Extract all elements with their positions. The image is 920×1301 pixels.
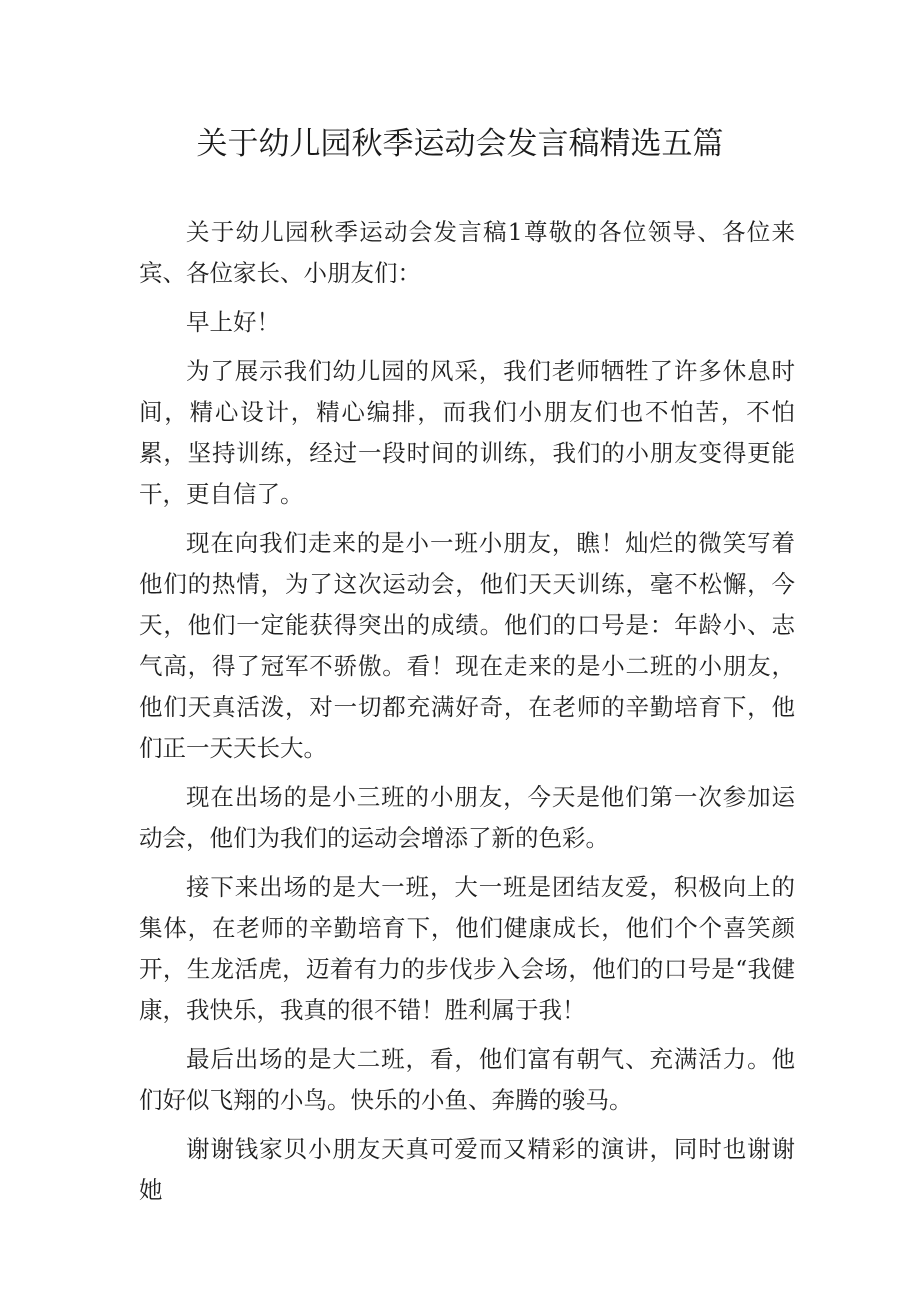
paragraph: 为了展示我们幼儿园的风采，我们老师牺牲了许多休息时间，精心设计，精心编排，而我们小朋友们也不怕苦，不怕累，坚持训练，经过一段时间的训练，我们的小朋友变得更能干，更自信了。 bbox=[139, 357, 795, 508]
document-title: 关于幼儿园秋季运动会发言稿精选五篇 bbox=[196, 126, 724, 162]
paragraph: 最后出场的是大二班，看，他们富有朝气、充满活力。他们好似飞翔的小鸟。快乐的小鱼、奔腾的骏马。 bbox=[139, 1045, 795, 1114]
paragraph: 谢谢钱家贝小朋友天真可爱而又精彩的演讲，同时也谢谢她 bbox=[139, 1135, 795, 1204]
document-body bbox=[139, 212, 795, 1219]
paragraph-greeting: 关于幼儿园秋季运动会发言稿1尊敬的各位领导、各位来宾、各位家长、小朋友们： bbox=[139, 218, 795, 287]
paragraph: 现在向我们走来的是小一班小朋友，瞧！灿烂的微笑写着他们的热情，为了这次运动会，他们天天训练，毫不松懈，今天，他们一定能获得突出的成绩。他们的口号是：年龄小、志气高，得了冠军不骄傲。看！现在走来的是小二班的小朋友，他们天真活泼，对一切都充满好奇，在老师的辛勤培育下，他们正一天天长大。 bbox=[139, 529, 795, 762]
paragraph-good-morning: 早上好！ bbox=[186, 308, 280, 336]
paragraph: 接下来出场的是大一班，大一班是团结友爱，积极向上的集体，在老师的辛勤培育下，他们健康成长，他们个个喜笑颜开，生龙活虎，迈着有力的步伐步入会场，他们的口号是“我健康，我快乐，我真的很不错！胜利属于我！ bbox=[139, 873, 795, 1024]
paragraph: 现在出场的是小三班的小朋友，今天是他们第一次参加运动会，他们为我们的运动会增添了新的色彩。 bbox=[139, 783, 795, 852]
